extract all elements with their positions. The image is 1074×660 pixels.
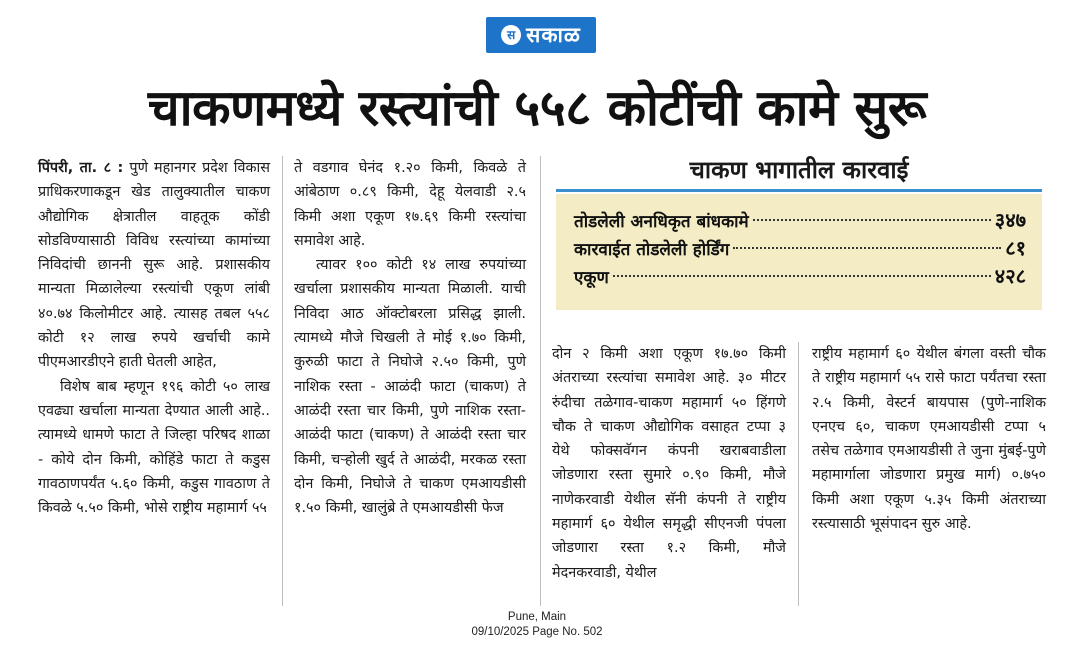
article-paragraph: ते वडगाव घेनंद १.२० किमी, किवळे ते आंबेठाण ०.८९ किमी, देहू येलवाडी २.५ किमी अशा एकूण १७.६९ किमी रस्त्यांचा समावेश आहे. [294, 160, 526, 249]
footer-dateline: 09/10/2025 Page No. 502 [471, 626, 603, 638]
box-row-value: ४२८ [994, 264, 1026, 288]
article-paragraph: विशेष बाब म्हणून १९६ कोटी ५० लाख एवढ्या खर्चाला मान्यता देण्यात आली आहे.. त्यामध्ये धामणे फाटा ते जिल्हा परिषद शाळा - कोये दोन किमी, कोहिंडे फाटा ते कडुस गावठाणपर्यंत ५.६० किमी, कडुस गावठाण ते किवळे ५.५० किमी, भोसे राष्ट्रीय महामार्ग ५५ [38, 378, 270, 517]
article-column-2 [294, 156, 526, 520]
article-column-4 [812, 342, 1046, 536]
column-divider [798, 342, 799, 606]
headline: चाकणमध्ये रस्त्यांची ५५८ कोटींची कामे सुरू [147, 79, 927, 137]
box-row-label: तोडलेली अनधिकृत बांधकामे [574, 212, 749, 232]
article-paragraph: दोन २ किमी अशा एकूण १७.७० किमी अंतराच्या रस्त्यांचा समावेश आहे. ३० मीटर रुंदीचा तळेगाव-चाकण महामार्ग ५० हिंगणे चौक ते चाकण औद्योगिक वसाहत टप्पा ३ येथे फोक्सवॅगन कंपनी खराबवाडीला जोडणारा रस्ता सुमारे ०.९० किमी, मौजे नाणेकरवाडी येथील सॅनी कंपनी ते राष्ट्रीय महामार्ग ६० येथील समृद्धी सीएनजी पंपला जोडणारा रस्ता १.२ किमी, मौजे मेदनकरवाडी, येथील [552, 346, 786, 581]
article-text: पुणे महानगर प्रदेश विकास प्राधिकरणाकडून खेड तालुक्यातील चाकण औद्योगिक क्षेत्रातील वाहतूक कोंडी सोडविण्यासाठी विविध रस्त्यांच्या कामांच्या निविदांची छाननी सुरू आहे. प्रशासकीय मान्यता मिळालेल्या रस्त्यांची एकूण लांबी ४०.७४ किलोमीटर आहे. त्यासह तबल ५५८ कोटी १२ लाख रुपये खर्चाची कामे पीएमआरडीएने हाती घेतली आहेत, [38, 160, 271, 371]
footer-edition: Pune, Main [507, 611, 567, 623]
box-row-value: ३४७ [994, 208, 1026, 232]
dateline: पिंपरी, ता. ८ : [38, 160, 124, 176]
box-row [574, 234, 1026, 262]
statistics-box [556, 194, 1042, 310]
dot-leader [733, 247, 1001, 249]
box-accent-rule [556, 189, 1042, 192]
article-paragraph: त्यावर १०० कोटी १४ लाख रुपयांच्या खर्चाला प्रशासकीय मान्यता मिळाली. याची निविदा आठ ऑक्टोबरला प्रसिद्ध झाली. त्यामध्ये मौजे चिखली ते मोई १.७० किमी, कुरुळी फाटा ते निघोजे २.५० किमी, पुणे नाशिक रस्ता - आळंदी फाटा (चाकण) ते आळंदी रस्ता चार किमी, पुणे नाशिक रस्ता-आळंदी फाटा (चाकण) ते आळंदी रस्ता चार किमी, चऱ्होली खुर्द ते आळंदी, मरकळ रस्ता दोन किमी, निघोजे ते चाकण एमआयडीसी १.५० किमी, खालुंब्रे ते एमआयडीसी फेज [294, 257, 526, 517]
dot-leader [613, 275, 991, 277]
newspaper-logo [486, 17, 596, 53]
logo-text: सकाळ [526, 23, 581, 47]
column-divider [282, 156, 283, 606]
box-row-label: कारवाईत तोडलेली होर्डिंग [574, 240, 730, 260]
box-title: चाकण भागातील कारवाई [689, 156, 909, 184]
dot-leader [753, 219, 991, 221]
article-column-3 [552, 342, 786, 585]
article-column-1 [38, 156, 270, 520]
box-row-label: एकूण [574, 268, 609, 288]
article-paragraph [38, 156, 270, 375]
box-row [574, 206, 1026, 234]
logo-mark-icon: स [501, 25, 521, 45]
box-row-value: ८१ [1005, 236, 1026, 260]
box-row [574, 262, 1026, 290]
article-paragraph: राष्ट्रीय महामार्ग ६० येथील बंगला वस्ती चौक ते राष्ट्रीय महामार्ग ५५ रासे फाटा पर्यंतचा रस्ता २.५ किमी, वेस्टर्न बायपास (पुणे-नाशिक एनएच ६०, चाकण एमआयडीसी टप्पा ५ तसेच तळेगाव एमआयडीसी ते जुना मुंबई-पुणे महामार्गाला जोडणारा प्रमुख मार्ग) ०.७५० किमी अशा एकूण ५.३५ किमी अंतराच्या रस्त्यासाठी भूसंपादन सुरु आहे. [812, 346, 1046, 533]
column-divider [540, 156, 541, 606]
